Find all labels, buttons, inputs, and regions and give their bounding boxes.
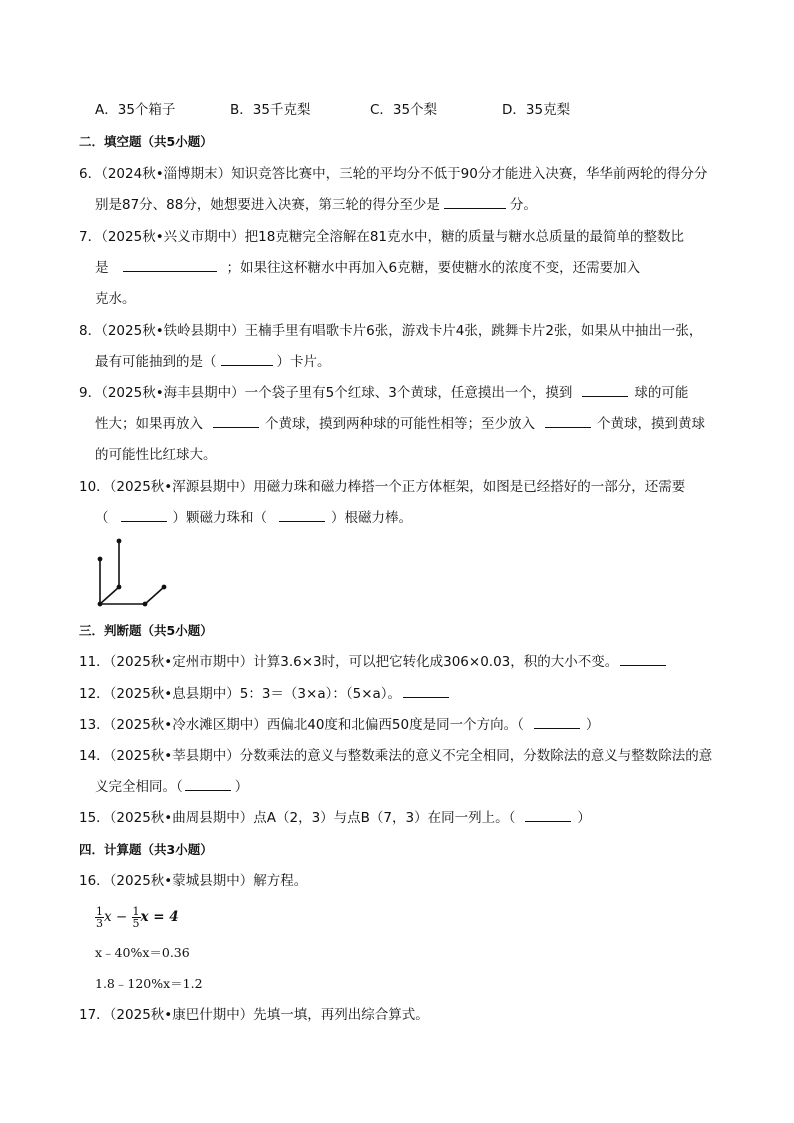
q12: 12．（2025秋•息县期中）5：3＝（3×a）：（5×a）。 bbox=[79, 685, 453, 703]
q13: 13．（2025秋•冷水滩区期中）西偏北40度和北偏西50度是同一个方向。（ ） bbox=[79, 717, 600, 733]
q7-line3: 克水。 bbox=[95, 291, 136, 307]
q15: 15．（2025秋•曲周县期中）点A（2，3）与点B（7，3）在同一列上。（ ） bbox=[79, 810, 591, 826]
section-fill-in-heading: 二．填空题（共5小题） bbox=[79, 134, 213, 149]
answer-blank[interactable] bbox=[534, 716, 580, 729]
answer-blank[interactable] bbox=[525, 809, 571, 822]
q6-line2: 别是87分、88分，她想要进入决赛，第三轮的得分至少是 分。 bbox=[95, 197, 537, 213]
q14-line2: 义完全相同。（ ） bbox=[95, 779, 249, 795]
answer-blank[interactable] bbox=[545, 415, 591, 428]
answer-blank[interactable] bbox=[123, 259, 217, 272]
q14-line1: 14．（2025秋•莘县期中）分数乘法的意义与整数乘法的意义不完全相同，分数除法的意义与整数除法的意 bbox=[79, 748, 713, 764]
cube-frame-figure bbox=[90, 533, 170, 609]
option-b: B．35千克梨 bbox=[230, 102, 311, 118]
section-judgment-heading: 三．判断题（共5小题） bbox=[79, 623, 213, 638]
q8-line2: 最有可能抽到的是（ ）卡片。 bbox=[95, 354, 331, 370]
fraction-one-third: $\frac{1}{3}$ bbox=[96, 905, 103, 930]
answer-blank[interactable] bbox=[279, 509, 325, 522]
q10-line1: 10．（2025秋•浑源县期中）用磁力珠和磁力棒搭一个正方体框架，如图是已经搭好的一部分，还需要 bbox=[79, 479, 686, 495]
section-calculation-heading: 四．计算题（共3小题） bbox=[79, 842, 213, 857]
q8-line1: 8．（2025秋•铁岭县期中）王楠手里有唱歌卡片6张，游戏卡片4张，跳舞卡片2张，如果从中抽出一张， bbox=[79, 323, 703, 339]
q9-line2: 性大；如果再放入 个黄球，摸到两种球的可能性相等；至少放入 个黄球，摸到黄球 bbox=[95, 416, 705, 432]
q9-line3: 的可能性比红球大。 bbox=[95, 447, 217, 463]
q11: 11．（2025秋•定州市期中）计算3.6×3时，可以把它转化成306×0.03，积的大小不变。 bbox=[79, 653, 670, 671]
fraction-one-fifth: $\frac{1}{5}$ bbox=[132, 905, 140, 930]
option-c: C．35个梨 bbox=[370, 102, 438, 118]
equation-2: x﹣40%x＝0.36 bbox=[95, 945, 190, 960]
q6-line1: 6．（2024秋•淄博期末）知识竞答比赛中，三轮的平均分不低于90分才能进入决赛，华华前两轮的得分分 bbox=[79, 166, 708, 182]
q7-line2: 是 ；如果往这杯糖水中再加入6克糖，要使糖水的浓度不变，还需要加入 bbox=[95, 260, 641, 276]
answer-blank[interactable] bbox=[582, 384, 628, 397]
q16-line1: 16．（2025秋•蒙城县期中）解方程。 bbox=[79, 873, 308, 889]
option-d: D．35克梨 bbox=[502, 102, 571, 118]
answer-blank[interactable] bbox=[221, 353, 273, 366]
answer-blank[interactable] bbox=[444, 196, 506, 209]
option-a: A．35个箱子 bbox=[95, 102, 176, 118]
q7-line1: 7．（2025秋•兴义市期中）把18克糖完全溶解在81克水中，糖的质量与糖水总质量的最简单的整数比 bbox=[79, 229, 685, 245]
answer-blank[interactable] bbox=[121, 509, 167, 522]
answer-blank[interactable] bbox=[213, 415, 259, 428]
q17: 17．（2025秋•康巴什期中）先填一填，再列出综合算式。 bbox=[79, 1007, 429, 1023]
answer-blank[interactable] bbox=[185, 778, 231, 791]
q9-line1: 9．（2025秋•海丰县期中）一个袋子里有5个红球、3个黄球，任意摸出一个，摸到 球的可能 bbox=[79, 385, 689, 401]
q10-line2: （ ）颗磁力珠和（ ）根磁力棒。 bbox=[95, 510, 412, 526]
answer-blank[interactable] bbox=[620, 653, 666, 666]
equation-1: $\frac{1}{3}$ x − $\frac{1}{5}$ x = 4 bbox=[96, 905, 179, 930]
answer-blank[interactable] bbox=[403, 685, 449, 698]
equation-3: 1.8﹣120%x＝1.2 bbox=[95, 976, 203, 991]
